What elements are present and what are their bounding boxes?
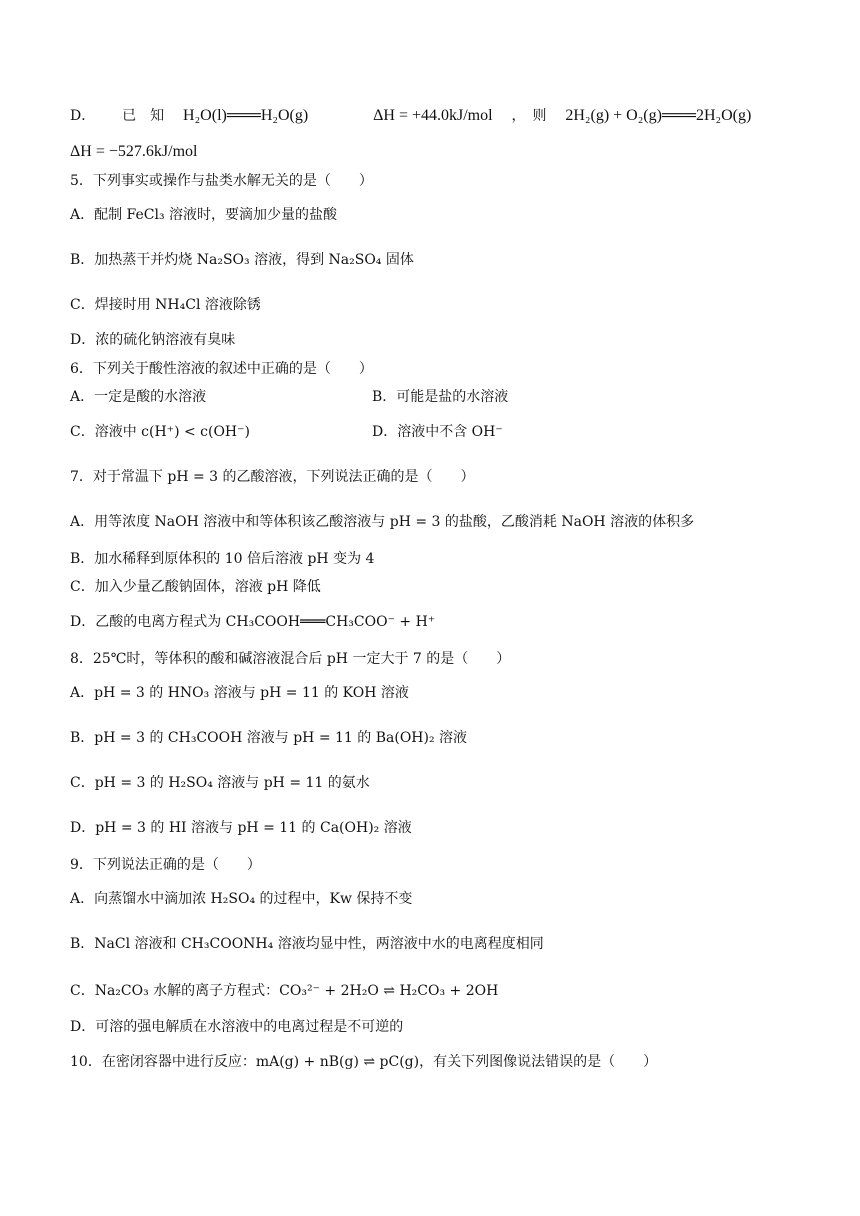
q6-option-a: A．一定是酸的水溶液 xyxy=(70,389,207,405)
q7-option-a: A．用等浓度 NaOH 溶液中和等体积该乙酸溶液与 pH = 3 的盐酸，乙酸消耗 NaOH 溶液的体积多 xyxy=(70,514,695,530)
reaction-1: H₂O(l)═══H₂O(g) xyxy=(183,107,309,124)
q9-option-c: C．Na₂CO₃ 水解的离子方程式：CO₃²⁻ + 2H₂O ⇌ H₂CO₃ + 2OH xyxy=(70,983,499,999)
known-text: 已 知 xyxy=(122,108,165,124)
q6-option-b: B．可能是盐的水溶液 xyxy=(372,389,509,405)
question-9: 9．下列说法正确的是（ ） xyxy=(70,857,261,873)
enthalpy-2: ΔH = −527.6kJ/mol xyxy=(70,143,198,160)
question-5: 5．下列事实或操作与盐类水解无关的是（ ） xyxy=(70,173,373,189)
question-8: 8．25℃时，等体积的酸和碱溶液混合后 pH 一定大于 7 的是（ ） xyxy=(70,651,511,667)
q4-option-d xyxy=(70,107,790,125)
q9-option-b: B．NaCl 溶液和 CH₃COONH₄ 溶液均显中性，两溶液中水的电离程度相同 xyxy=(70,936,544,952)
q7-option-c: C．加入少量乙酸钠固体，溶液 pH 降低 xyxy=(70,579,321,595)
then-text: ， 则 xyxy=(511,108,547,124)
q8-option-d: D．pH = 3 的 HI 溶液与 pH = 11 的 Ca(OH)₂ 溶液 xyxy=(70,820,412,836)
question-10: 10．在密闭容器中进行反应：mA(g) + nB(g) ⇌ pC(g)，有关下列图像说法错误的是（ ） xyxy=(70,1054,658,1070)
q8-option-c: C．pH = 3 的 H₂SO₄ 溶液与 pH = 11 的氨水 xyxy=(70,775,370,791)
q8-option-b: B．pH = 3 的 CH₃COOH 溶液与 pH = 11 的 Ba(OH)₂ 溶液 xyxy=(70,730,468,746)
reaction-2: 2H₂(g) + O₂(g)═══2H₂O(g) xyxy=(565,107,752,124)
q9-option-a: A．向蒸馏水中滴加浓 H₂SO₄ 的过程中，Kw 保持不变 xyxy=(70,891,413,907)
q7-option-b: B．加水稀释到原体积的 10 倍后溶液 pH 变为 4 xyxy=(70,551,375,567)
q8-option-a: A．pH = 3 的 HNO₃ 溶液与 pH = 11 的 KOH 溶液 xyxy=(70,685,409,701)
enthalpy-1: ΔH = +44.0kJ/mol xyxy=(373,107,493,124)
q5-option-d: D．浓的硫化钠溶液有臭味 xyxy=(70,332,236,348)
q5-option-b: B．加热蒸干并灼烧 Na₂SO₃ 溶液，得到 Na₂SO₄ 固体 xyxy=(70,252,414,268)
q5-option-a: A．配制 FeCl₃ 溶液时，要滴加少量的盐酸 xyxy=(70,207,338,223)
q9-option-d: D．可溶的强电解质在水溶液中的电离过程是不可逆的 xyxy=(70,1019,404,1035)
q6-option-c: C．溶液中 c(H⁺) < c(OH⁻) xyxy=(70,424,250,440)
q7-option-d: D．乙酸的电离方程式为 CH₃COOH═══CH₃COO⁻ + H⁺ xyxy=(70,614,436,630)
q5-option-c: C．焊接时用 NH₄Cl 溶液除锈 xyxy=(70,297,261,313)
question-7: 7．对于常温下 pH = 3 的乙酸溶液，下列说法正确的是（ ） xyxy=(70,469,475,485)
q6-option-d: D．溶液中不含 OH⁻ xyxy=(372,424,503,440)
option-label: D． xyxy=(70,108,96,124)
question-6: 6．下列关于酸性溶液的叙述中正确的是（ ） xyxy=(70,361,373,377)
